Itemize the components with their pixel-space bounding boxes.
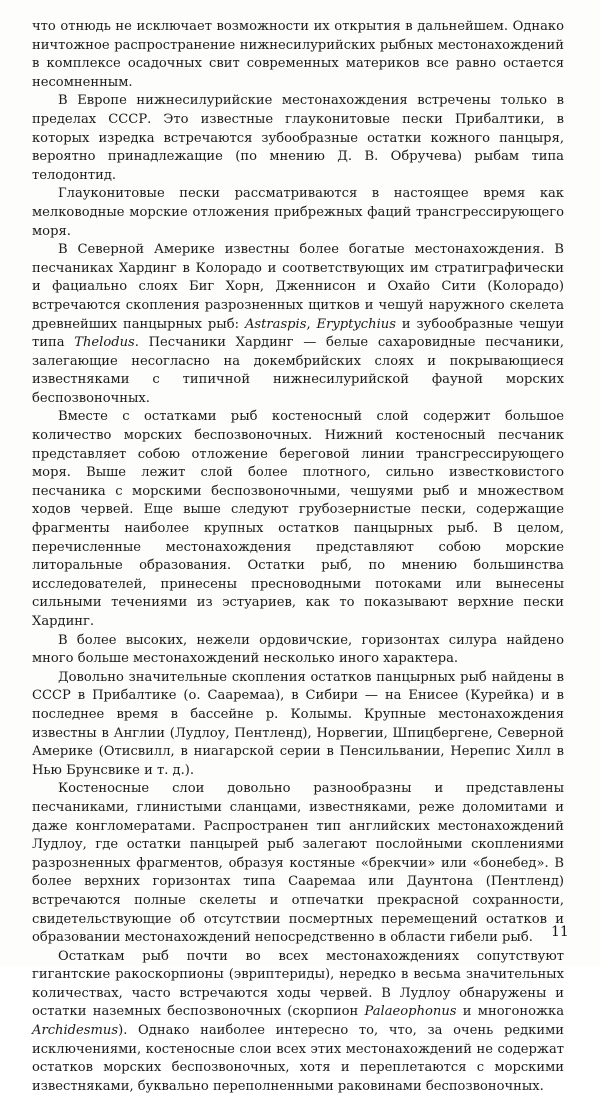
paragraph: Глауконитовые пески рассматриваются в настоящее время как мелководные морские отложения прибрежных фаций трансгрессирующего моря. bbox=[32, 186, 564, 239]
paragraph: что отнюдь не исключает возможности их открытия в дальнейшем. Однако ничтожное распространение нижнесилурийских рыбных местонахождений в комплексе осадочных свит современных материков все равно остается несомненным. bbox=[32, 19, 564, 90]
body-text bbox=[32, 18, 564, 1096]
paragraph: В Северной Америке известны более богатые местонахождения. В песчаниках Хардинг в Колорадо и соответствующих им стратиграфически и фациально слоях Биг Хорн, Дженнисон и Охайо Сити (Колорадо) встречаются скопления разрозненных щитков и чешуй наружного скелета древнейших панцырных рыб: Astraspis, Eryptychius и зубообразные чешуи типа Thelodus. Песчаники Хардинг — белые сахаровидные песчаники, залегающие несогласно на докембрийских слоях и покрывающиеся известняками с типичной нижнесилурийской фауной морских беспозвоночных. bbox=[32, 242, 565, 406]
paragraph: В более высоких, нежели ордовичские, горизонтах силура найдено много больше местонахождений несколько иного характера. bbox=[32, 632, 564, 667]
paragraph: В Европе нижнесилурийские местонахождения встречены только в пределах СССР. Это известные глауконитовые пески Прибалтики, в которых изредка встречаются зубообразные остатки кожного панцыря, вероятно принадлежащие (по мнению Д. В. Обручева) рыбам типа телодонтид. bbox=[32, 93, 564, 183]
paragraph: Вместе с остатками рыб костеносный слой содержит большое количество морских беспозвоночных. Нижний костеносный песчаник представляет собою отложение береговой линии трансгрессирующего моря. Выше лежит слой более плотного, сильно известковистого песчаника с морскими беспозвоночными, чешуями рыб и множеством ходов червей. Еще выше следуют грубозернистые пески, содержащие фрагменты наиболее крупных остатков панцырных рыб. В целом, перечисленные местонахождения представляют собою морские литоральные образования. Остатки рыб, по мнению большинства исследователей, принесены пресноводными потоками или вынесены сильными течениями из эстуариев, как то показывают верхние пески Хардинг. bbox=[32, 409, 564, 629]
paragraph: Костеносные слои довольно разнообразны и представлены песчаниками, глинистыми сланцами, известняками, реже доломитами и даже конгломератами. Распространен тип английских местонахождений Лудлоу, где остатки панцырей рыб залегают послойными скоплениями разрозненных фрагментов, образуя костяные «брекчии» или «бонебед». В более верхних горизонтах типа Сааремаа или Даунтона (Пентленд) встречаются полные скелеты и отпечатки прекрасной сохранности, свидетельствующие об отсутствии посмертных перемещений остатков и образовании местонахождений непосредственно в области гибели рыб. bbox=[32, 781, 564, 946]
paragraph: Остаткам рыб почти во всех местонахождениях сопутствуют гигантские ракоскорпионы (эвриптериды), нередко в весьма значительных количествах, часто встречаются ходы червей. В Лудлоу обнаружены и остатки наземных беспозвоночных (скорпион Palaeophonus и многоножка Archidesmus). Однако наиболее интересно то, что, за очень редкими исключениями, костеносные слои всех этих местонахождений не содержат остатков морских беспозвоночных, хотя и переплетаются с морскими известняками, буквально переполненными раковинами беспозвоночных. bbox=[32, 948, 564, 1094]
paragraph: Довольно значительные скопления остатков панцырных рыб найдены в СССР в Прибалтике (о. Сааремаа), в Сибири — на Енисее (Курейка) и в последнее время в бассейне р. Колымы. Крупные местонахождения известны в Англии (Лудлоу, Пентленд), Норвегии, Шпицбергене, Северной Америке (Отисвилл, в ниагарской серии в Пенсильвании, Нерепис Хилл в Нью Брунсвике и т. д.). bbox=[32, 669, 564, 778]
page-number: 11 bbox=[551, 924, 569, 940]
